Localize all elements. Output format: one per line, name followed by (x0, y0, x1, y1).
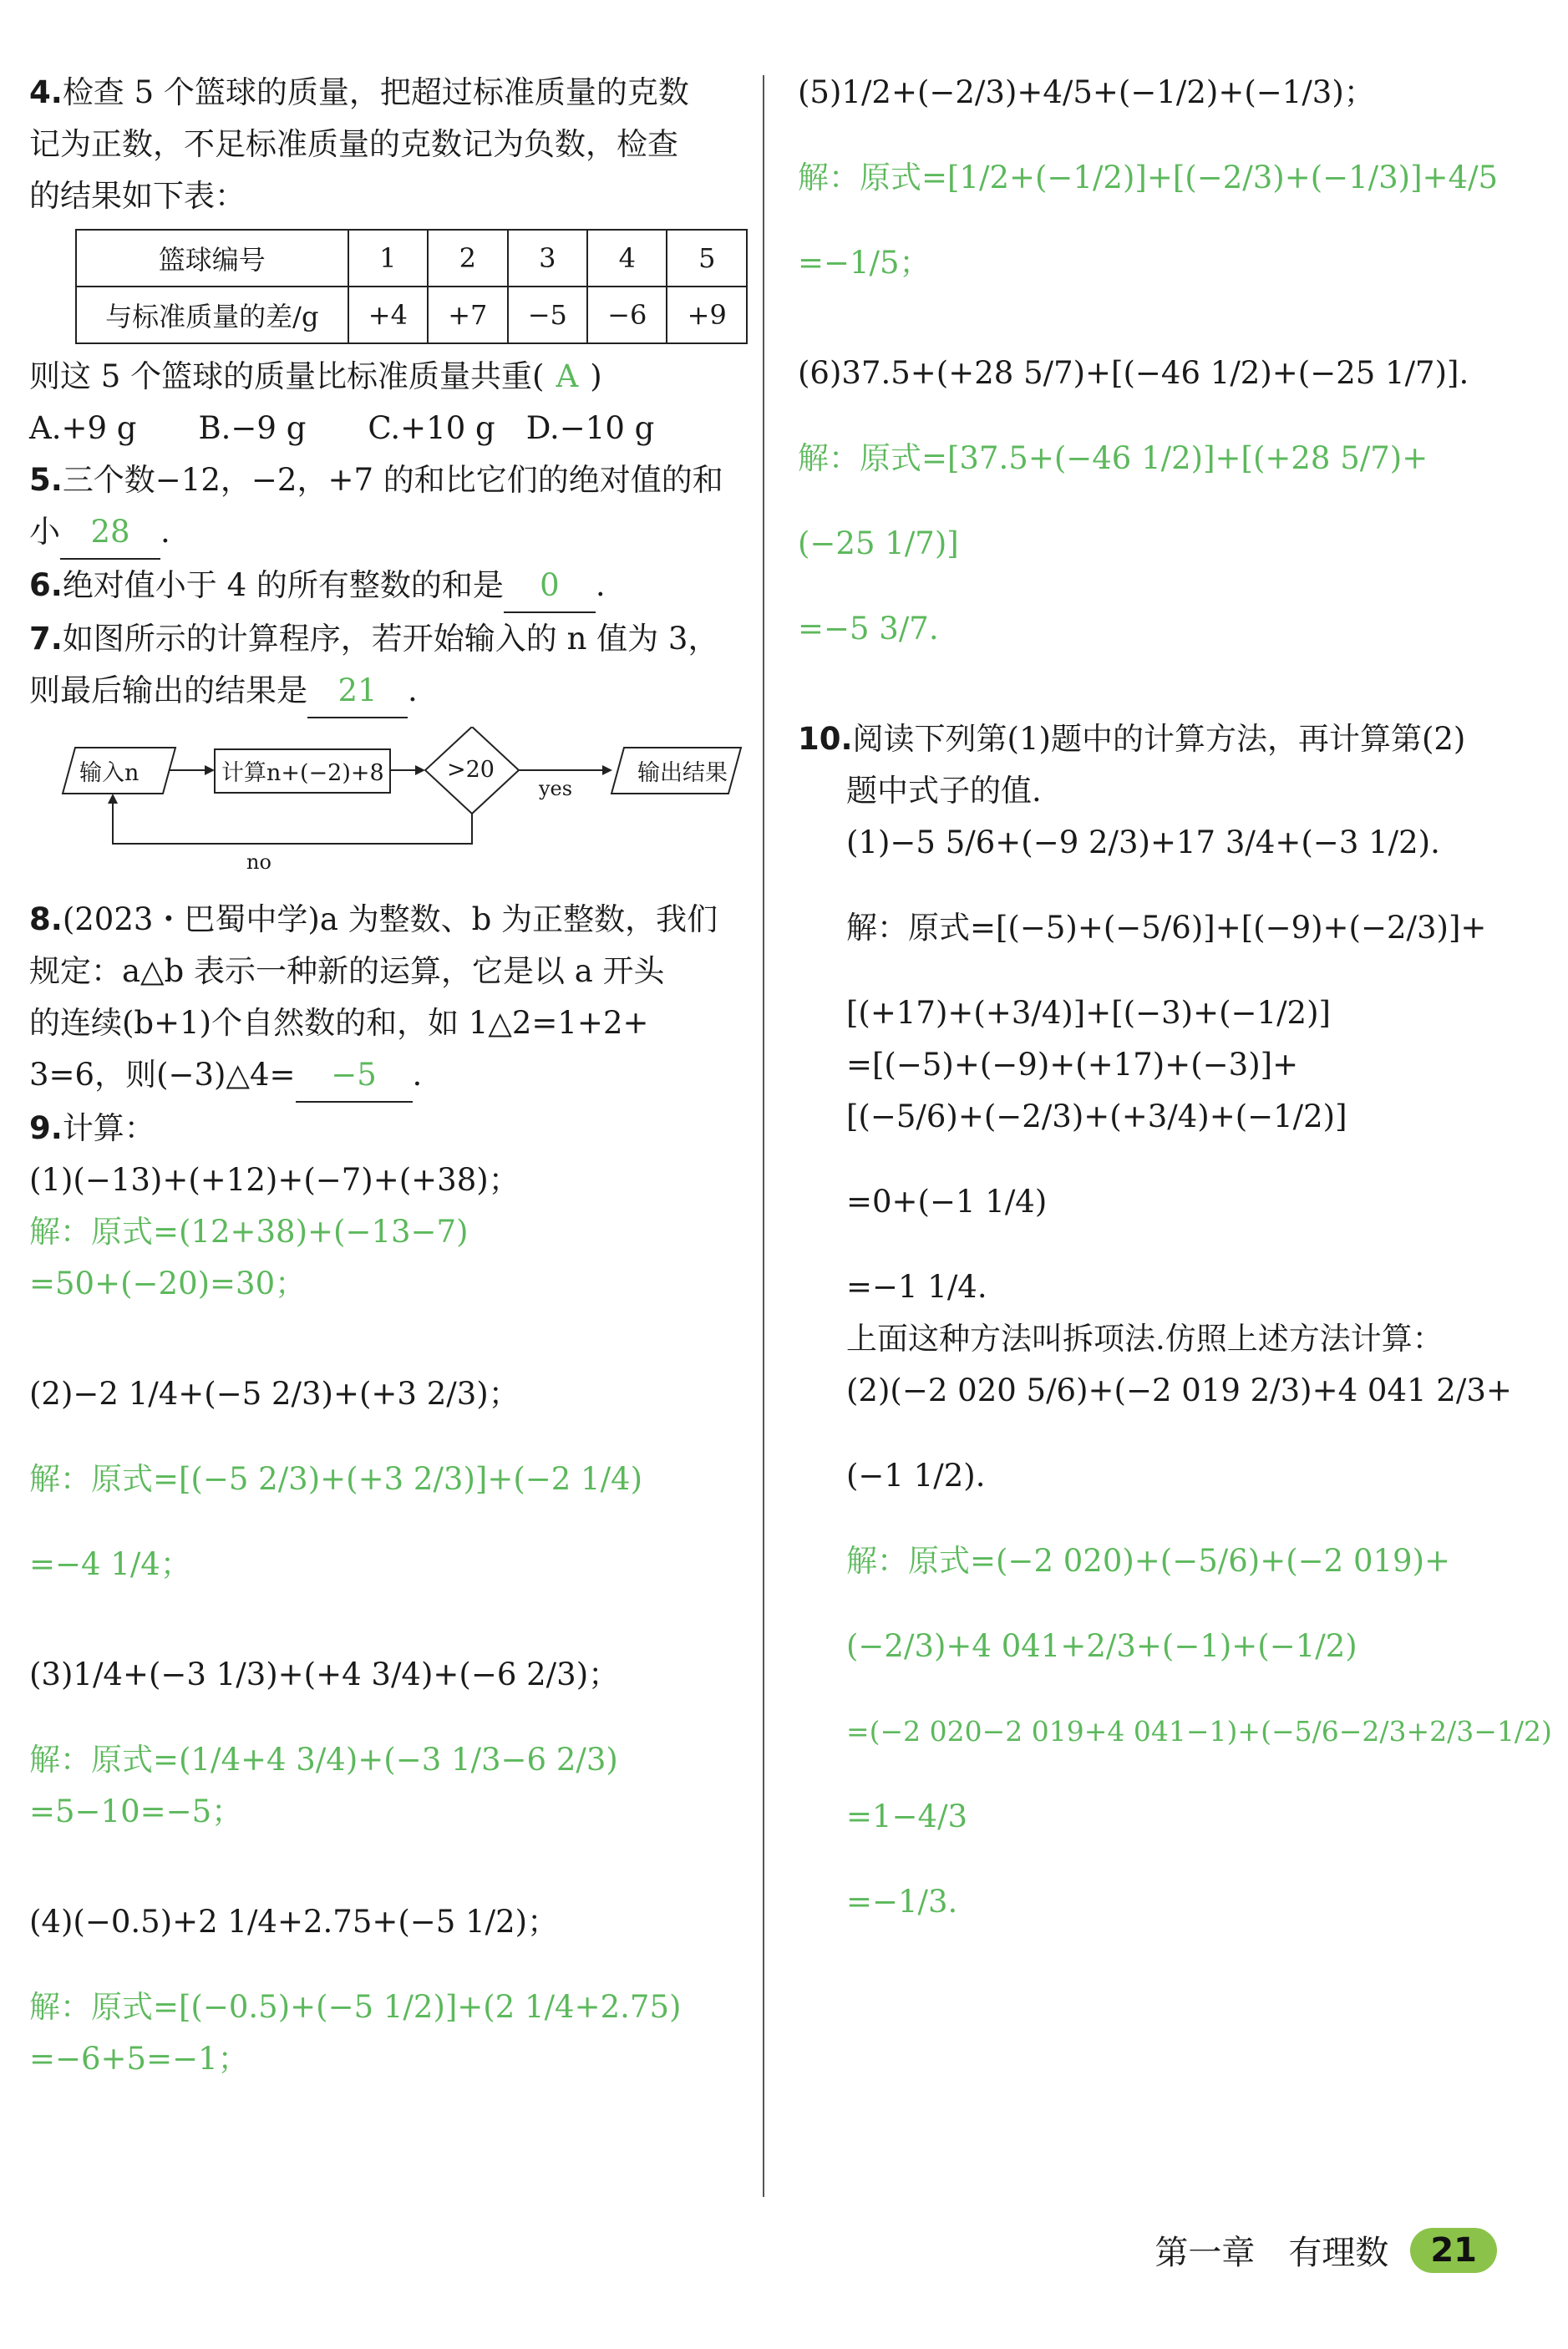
example-line: [(+17)+(+3/4)]+[(−3)+(−1/2)] (846, 995, 1331, 1031)
table-row (76, 230, 747, 287)
subquestion: (−1 1/2). (846, 1458, 986, 1494)
question-number: 5. (29, 462, 63, 498)
solution-line: =−1/3. (846, 1884, 958, 1920)
solution-line: =1−4/3 (846, 1799, 968, 1834)
table-cell: +9 (667, 287, 747, 343)
table-cell: +7 (428, 287, 507, 343)
question-number: 6. (29, 567, 63, 603)
answer-blank: 28 (60, 506, 160, 560)
table-cell: −5 (508, 287, 587, 343)
example-line: 解：原式=[(−5)+(−5/6)]+[(−9)+(−2/3)]+ (846, 910, 1487, 946)
answer-blank: 21 (307, 665, 408, 718)
flowchart-graphic (29, 727, 748, 894)
example-line: =−1 1/4. (846, 1269, 987, 1305)
question-text: 的结果如下表： (29, 178, 246, 214)
question-number: 7. (29, 621, 63, 657)
question-text: . (408, 672, 418, 708)
options-text: A.+9 g B.−9 g C.+10 g D.−10 g (29, 410, 655, 446)
question-text: 上面这种方法叫拆项法.仿照上述方法计算： (846, 1321, 1444, 1357)
question-text: 则最后输出的结果是 (29, 672, 307, 708)
question-text: 阅读下列第(1)题中的计算方法，再计算第(2) (852, 721, 1466, 757)
solution-line: 解：原式=[1/2+(−1/2)]+[(−2/3)+(−1/3)]+4/5 (798, 160, 1499, 195)
example-line: =0+(−1 1/4) (846, 1184, 1048, 1220)
solution-line: =50+(−20)=30； (29, 1266, 307, 1301)
subquestion: (3)1/4+(−3 1/3)+(+4 3/4)+(−6 2/3)； (29, 1656, 620, 1692)
question-9 (29, 1103, 748, 2085)
solution-line: =−6+5=−1； (29, 2041, 249, 2077)
question-text: ) (590, 358, 602, 394)
page-number: 21 (1410, 2228, 1497, 2273)
question-10 (798, 713, 1552, 1928)
answer-blank: 0 (504, 560, 596, 613)
question-text: 题中式子的值. (846, 773, 1042, 809)
chapter-title: 第一章 有理数 (1154, 2234, 1389, 2272)
solution-line: 解：原式=(1/4+4 3/4)+(−3 1/3−6 2/3) (29, 1742, 618, 1778)
subquestion: (2)−2 1/4+(−5 2/3)+(+3 2/3)； (29, 1376, 520, 1412)
solution-line: =−1/5； (798, 245, 931, 281)
question-text: . (412, 1057, 423, 1093)
question-text: 规定：a△b 表示一种新的运算，它是以 a 开头 (29, 953, 665, 989)
solution-line: =5−10=−5； (29, 1793, 243, 1829)
page-footer (1154, 2226, 1497, 2274)
flow-no-label: no (246, 850, 271, 874)
flow-compute-box: 计算n+(−2)+8 (221, 760, 384, 786)
table-cell: 3 (508, 230, 587, 287)
answer-text: A (556, 358, 579, 394)
question-text: 计算： (62, 1110, 155, 1146)
question-8 (29, 894, 748, 1103)
question-6 (29, 560, 748, 613)
question-number: 8. (29, 901, 63, 937)
flow-output-box: 输出结果 (637, 760, 728, 786)
table-cell: 1 (348, 230, 428, 287)
question-text: 3=6，则(−3)△4= (29, 1057, 296, 1093)
solution-line: 解：原式=(−2 020)+(−5/6)+(−2 019)+ (846, 1543, 1451, 1579)
solution-line: =(−2 020−2 019+4 041−1)+(−5/6−2/3+2/3−1/2) (846, 1715, 1552, 1748)
question-text: 的连续(b+1)个自然数的和，如 1△2=1+2+ (29, 1005, 649, 1041)
question-text: . (595, 567, 606, 603)
column-divider (763, 75, 764, 2197)
question-4 (29, 67, 748, 454)
table-cell: +4 (348, 287, 428, 343)
left-column (29, 67, 748, 2085)
question-number: 9. (29, 1110, 63, 1146)
table-cell: 4 (587, 230, 667, 287)
solution-line: 解：原式=[(−0.5)+(−5 1/2)]+(2 1/4+2.75) (29, 1989, 682, 2025)
question-text: (2023・巴蜀中学)a 为整数、b 为正整数，我们 (62, 901, 718, 937)
table-cell: 2 (428, 230, 507, 287)
solution-line: 解：原式=[(−5 2/3)+(+3 2/3)]+(−2 1/4) (29, 1461, 643, 1497)
basket-table (75, 229, 748, 344)
right-column (798, 67, 1552, 1928)
subquestion: (5)1/2+(−2/3)+4/5+(−1/2)+(−1/3)； (798, 74, 1375, 110)
solution-line: =−5 3/7. (798, 611, 939, 647)
table-header-cell: 与标准质量的差/g (76, 287, 348, 343)
solution-line: 解：原式=[37.5+(−46 1/2)]+[(+28 5/7)+ (798, 440, 1428, 476)
question-text: 三个数−12，−2，+7 的和比它们的绝对值的和 (62, 462, 723, 498)
table-cell: −6 (587, 287, 667, 343)
example-line: [(−5/6)+(−2/3)+(+3/4)+(−1/2)] (846, 1098, 1347, 1134)
question-number: 4. (29, 74, 63, 110)
subquestion: (4)(−0.5)+2 1/4+2.75+(−5 1/2)； (29, 1904, 559, 1940)
question-text: 如图所示的计算程序，若开始输入的 n 值为 3， (62, 621, 719, 657)
question-text: 检查 5 个篮球的质量，把超过标准质量的克数 (62, 74, 689, 110)
table-cell: 5 (667, 230, 747, 287)
flow-condition: >20 (447, 757, 495, 783)
question-number: 10. (798, 721, 853, 757)
subquestion: (6)37.5+(+28 5/7)+[(−46 1/2)+(−25 1/7)]. (798, 355, 1469, 391)
solution-line: =−4 1/4； (29, 1546, 191, 1582)
question-9-continued (798, 67, 1533, 655)
example-line: =[(−5)+(−9)+(+17)+(−3)]+ (846, 1047, 1299, 1083)
solution-line: (−25 1/7)] (798, 525, 959, 561)
question-text: 则这 5 个篮球的质量比标准质量共重( (29, 358, 545, 394)
question-text: . (160, 514, 170, 550)
question-text: 记为正数，不足标准质量的克数记为负数，检查 (29, 126, 678, 162)
question-text: 小 (29, 514, 60, 550)
table-header-cell: 篮球编号 (76, 230, 348, 287)
solution-line: 解：原式=(12+38)+(−13−7) (29, 1214, 469, 1250)
question-5 (29, 454, 748, 560)
example-line: (1)−5 5/6+(−9 2/3)+17 3/4+(−3 1/2). (846, 824, 1440, 860)
table-row (76, 287, 747, 343)
solution-line: (−2/3)+4 041+2/3+(−1)+(−1/2) (846, 1628, 1357, 1664)
question-7 (29, 613, 748, 894)
flow-yes-label: yes (539, 777, 573, 800)
subquestion: (1)(−13)+(+12)+(−7)+(+38)； (29, 1162, 520, 1198)
flow-input-box: 输入n (79, 760, 140, 786)
flowchart (29, 727, 748, 894)
subquestion: (2)(−2 020 5/6)+(−2 019 2/3)+4 041 2/3+ (846, 1372, 1512, 1408)
question-text: 绝对值小于 4 的所有整数的和是 (62, 567, 504, 603)
answer-blank: −5 (296, 1049, 413, 1103)
